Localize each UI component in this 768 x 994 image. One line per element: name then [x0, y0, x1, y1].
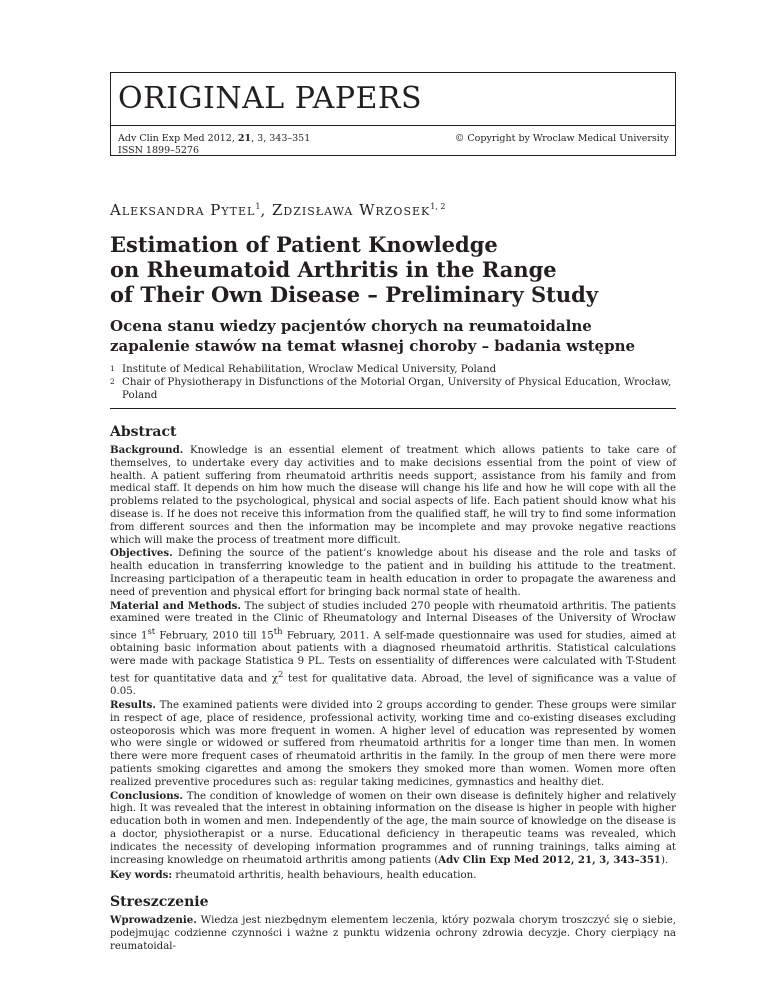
author-name: Zdzisława Wrzosek — [271, 201, 431, 219]
methods-text: test for qualitative data. Abroad, the level of significance was a value of 0.05. — [110, 673, 676, 698]
abstract-body — [110, 444, 676, 868]
abstract-results — [110, 699, 676, 790]
author-name: Aleksandra Pytel — [110, 201, 256, 219]
methods-text: The subject of studies included 270 people with rheumatoid arthritis. The patients examined were treated in the Clinic of Rheumatology and Internal Diseases of the University of Wrocław since 1 — [110, 600, 676, 642]
polish-title — [110, 316, 670, 356]
abstract-conclusions — [110, 790, 676, 869]
title-line: of Their Own Disease – Preliminary Study — [110, 282, 599, 307]
objectives-text: Defining the source of the patient’s knowledge about his disease and the role and tasks of health education in transferring knowledge to the patient and in building his attitude to the treatment. Increasing participation of a therapeutic team in health education in order to propagate the awareness and need of prevention and physical effort for bringing back normal state of health. — [110, 548, 676, 598]
superscript: 2 — [277, 669, 284, 680]
streszczenie-body — [110, 914, 676, 953]
section-divider — [110, 408, 676, 409]
background-text: Knowledge is an essential element of treatment which allows patients to take care of themselves, to undertake every day activities and to make decisions essential from the point of view of health. A patient suffering from rheumatoid arthritis needs support, assistance from his family and from medical staff. It depends on him how much the disease will change his life and how he will cope with all the problems related to the psychological, physical and social aspects of life. Each patient should know what his disease is. If he does not receive this information from the qualified staff, he will try to find some information from different sources and then the information may be incomplete and may provoke negative reactions which will make the process of treatment more difficult. — [110, 445, 676, 546]
citation: Adv Clin Exp Med 2012, 21, 3, 343–351 — [438, 854, 661, 867]
abstract-objectives — [110, 547, 676, 599]
background-label: Background. — [110, 444, 184, 456]
affiliation-number: 1 — [110, 364, 115, 373]
results-label: Results. — [110, 698, 156, 711]
keywords-text: rheumatoid arthritis, health behaviours, health education. — [172, 870, 477, 881]
conclusions-text: The condition of knowledge of women on their own disease is definitely higher and relatively high. It was revealed that the interest in obtaining information on the disease is higher in people with higher education both in women and men. Independently of the age, the main source of knowledge on the disease is a doctor, physiotherapist or a nurse. Educational deficiency in therapeutic teams was revealed, which indicates the necessity of developing information programmes and of running trainings, talks aiming at increasing knowledge on rheumatoid arthritis among patients ( — [110, 790, 676, 867]
affiliation-item — [110, 363, 676, 376]
subtitle-line: zapalenie stawów na temat własnej choroby – badania wstępne — [110, 337, 636, 355]
keywords-label: Key words: — [110, 869, 173, 881]
methods-text: February, 2010 till 15 — [155, 630, 274, 642]
superscript: st — [147, 627, 156, 638]
author-affiliation-mark: 1 — [255, 202, 261, 211]
conclusions-end: ). — [661, 855, 669, 867]
author-affiliation-mark: 1, 2 — [430, 202, 446, 211]
results-text: The examined patients were divided into 2 groups according to gender. These groups were similar in respect of age, place of residence, professional activity, working time and co-existing diseases excluding osteoporosis which was more frequent in women. A higher level of education was represented by women who were single or widowed or suffered from rheumatoid arthritis for a longer time than men. In women there were more frequent cases of rheumatoid arthritis in the family. In the group of men there were more patients smoking cigarettes and among the smokers they smoked more than women. Women more often realized preventive procedures such as: regular taking medicines, gymnastics and healthy diet. — [110, 699, 676, 788]
streszczenie-text: Wiedza jest niezbędnym elementem leczenia, który pozwala chorym troszczyć się o siebie, podejmując codzienne czynności i ważne z punktu widzenia ochrony zdrowia decyzje. Chory cierpiący na reumatoidal- — [110, 915, 676, 952]
abstract-background — [110, 444, 676, 547]
superscript: th — [273, 627, 283, 638]
issn: ISSN 1899–5276 — [118, 145, 200, 156]
affiliation-text: Chair of Physiotherapy in Disfunctions of the Motorial Organ, University of Physical Education, Wrocław, Poland — [122, 376, 672, 401]
article-title — [110, 232, 670, 307]
header-divider — [111, 125, 675, 126]
wprowadzenie-label: Wprowadzenie. — [110, 914, 197, 926]
title-line: Estimation of Patient Knowledge — [110, 232, 498, 257]
abstract-methods — [110, 600, 676, 699]
journal-prefix: Adv Clin Exp Med 2012, — [118, 133, 235, 144]
affiliation-item — [110, 376, 676, 402]
conclusions-label: Conclusions. — [110, 789, 183, 802]
streszczenie-heading: Streszczenie — [110, 894, 209, 910]
methods-text: February, 2011. A self-made questionnaire was used for studies, aimed at obtaining basic information about patients with a diagnosed rheumatoid arthritis. Statistical calculations were made with package Statistica 9 PL. Tests on essentiality of differences were calculated with T-Student test for quantitative data and χ — [110, 630, 676, 685]
author-list — [110, 201, 446, 219]
objectives-label: Objectives. — [110, 547, 173, 560]
title-line: on Rheumatoid Arthritis in the Range — [110, 257, 557, 282]
journal-header — [110, 72, 676, 156]
subtitle-line: Ocena stanu wiedzy pacjentów chorych na reumatoidalne — [110, 317, 592, 335]
abstract-heading: Abstract — [110, 424, 177, 440]
journal-pages: , 3, 343–351 — [251, 133, 311, 144]
copyright-notice: © Copyright by Wroclaw Medical University — [454, 133, 669, 144]
methods-label: Material and Methods. — [110, 599, 241, 612]
journal-volume: 21 — [237, 133, 252, 144]
affiliations — [110, 363, 676, 402]
affiliation-number: 2 — [110, 377, 115, 386]
section-title: ORIGINAL PAPERS — [118, 81, 423, 116]
affiliation-text: Institute of Medical Rehabilitation, Wroclaw Medical University, Poland — [122, 363, 497, 375]
journal-citation — [118, 133, 310, 157]
keywords — [110, 869, 676, 882]
author-separator: , — [260, 201, 272, 219]
